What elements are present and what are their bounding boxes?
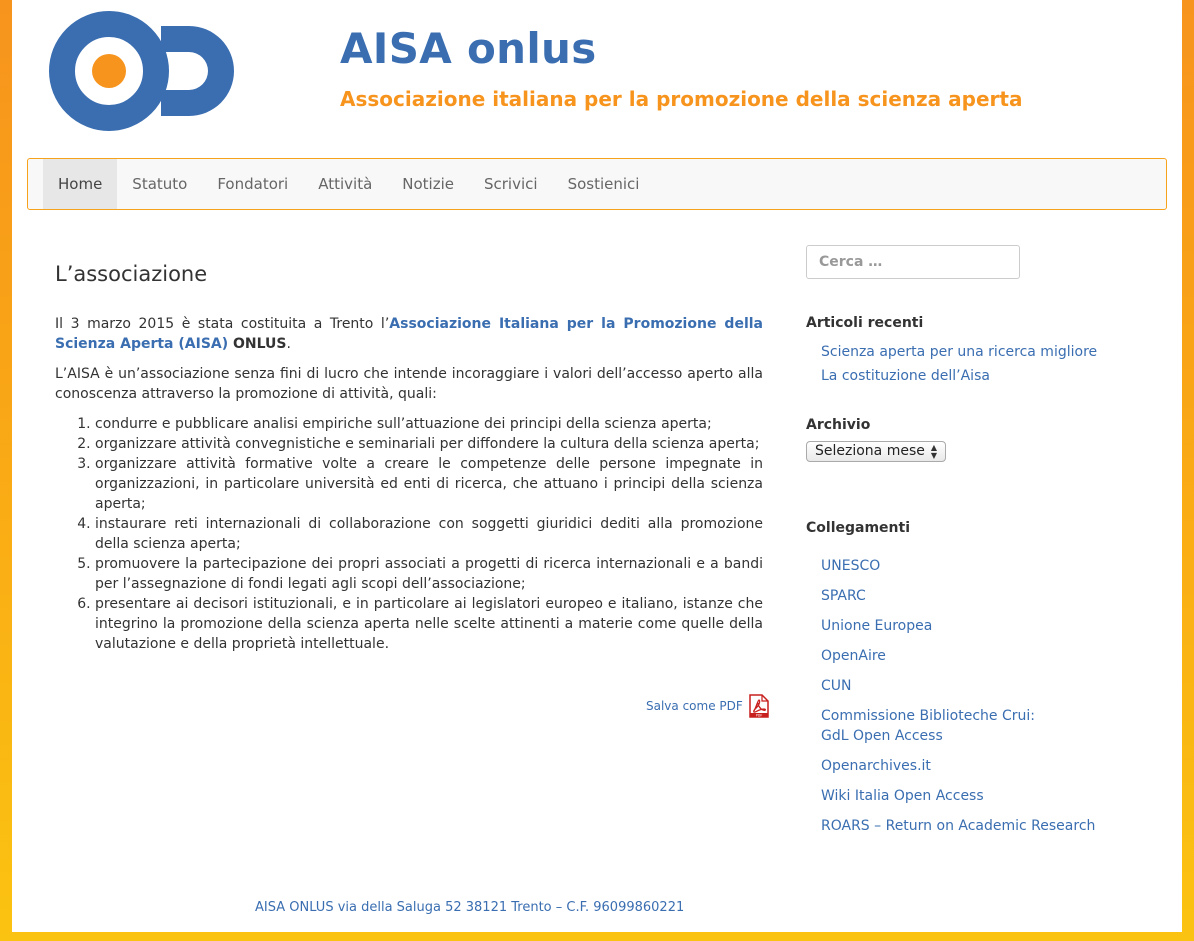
onlus-bold: ONLUS xyxy=(228,336,287,352)
recent-posts-list xyxy=(806,340,1097,388)
list-item: 2. organizzare attività convegnistiche e seminariali per diffondere la cultura della scienza aperta; xyxy=(95,434,763,454)
article-title: L’associazione xyxy=(55,262,208,286)
archive-title: Archivio xyxy=(806,417,871,433)
nav-menu xyxy=(43,159,654,209)
save-as-pdf-link[interactable] xyxy=(646,694,769,718)
recent-posts-title: Articoli recenti xyxy=(806,315,924,331)
links-title: Collegamenti xyxy=(806,520,910,536)
link-unione-europea[interactable]: Unione Europea xyxy=(821,618,933,634)
mission-paragraph: L’AISA è un’associazione senza fini di lucro che intende incoraggiare i valori dell’accesso aperto alla conoscenza attraverso la promozione di attività, quali: xyxy=(55,366,763,402)
recent-posts-widget xyxy=(806,315,1097,388)
intro-text: Il 3 marzo 2015 è stata costituita a Trento l’ xyxy=(55,316,390,332)
site-description: Associazione italiana per la promozione della scienza aperta xyxy=(340,87,1023,111)
site-title[interactable]: AISA onlus xyxy=(340,24,597,73)
list-item: 3. organizzare attività formative volte a creare le competenze delle persone impegnate in organizzazioni, in particolare università ed enti di ricerca, che attuano i principi della scienza aperta; xyxy=(95,454,763,514)
link-openaire[interactable]: OpenAire xyxy=(821,648,886,664)
site-footer: AISA ONLUS via della Saluga 52 38121 Trento – C.F. 96099860221 xyxy=(255,900,685,915)
list-item: 4. instaurare reti internazionali di collaborazione con soggetti giuridici dediti alla promozione della scienza aperta; xyxy=(95,514,763,554)
intro-paragraph xyxy=(55,314,763,354)
link-cun[interactable]: CUN xyxy=(821,678,852,694)
main-navbar xyxy=(27,158,1167,210)
archive-month-select[interactable] xyxy=(806,441,946,462)
link-roars[interactable]: ROARS – Return on Academic Research xyxy=(821,818,1096,834)
link-crui[interactable]: Commissione Biblioteche Crui: GdL Open Access xyxy=(821,708,1035,744)
article xyxy=(55,262,763,654)
aisa-logo-icon[interactable] xyxy=(49,8,243,134)
save-as-pdf-label[interactable]: Salva come PDF xyxy=(646,699,743,713)
sidebar xyxy=(806,245,1166,834)
list-item: 1. condurre e pubblicare analisi empiriche sull’attuazione dei principi della scienza aperta; xyxy=(95,414,763,434)
pdf-icon[interactable] xyxy=(749,694,769,718)
pdf-icon-text: PDF xyxy=(755,713,763,718)
links-widget xyxy=(806,520,1095,846)
aisa-link[interactable]: Associazione Italiana per la Promozione della Scienza Aperta (AISA) xyxy=(55,316,763,352)
nav-item-attivita[interactable]: Attività xyxy=(318,175,373,193)
list-item: 6. presentare ai decisori istituzionali, e in particolare ai legislatori europeo e italiano, istanze che integrino la promozione della scienza aperta nelle scelte attinenti a materie come quelle della valutazione e della proprietà intellettuale. xyxy=(95,594,763,654)
link-sparc[interactable]: SPARC xyxy=(821,588,866,604)
nav-item-home[interactable]: Home xyxy=(43,159,117,209)
select-arrows-icon: ▲ ▼ xyxy=(930,442,937,460)
link-wiki-italia[interactable]: Wiki Italia Open Access xyxy=(821,788,984,804)
list-item: 5. promuovere la partecipazione dei propri associati a progetti di ricerca internazionali e a bandi per l’assegnazione di fondi legati agli scopi dell’associazione; xyxy=(95,554,763,594)
intro-end: . xyxy=(286,336,291,352)
archive-widget xyxy=(806,417,946,462)
nav-item-fondatori[interactable]: Fondatori xyxy=(217,175,289,193)
archive-select-value: Seleziona mese xyxy=(815,443,925,459)
activities-list xyxy=(55,414,763,654)
nav-item-sostienici[interactable]: Sostienici xyxy=(567,175,640,193)
nav-item-scrivici[interactable]: Scrivici xyxy=(484,175,538,193)
page xyxy=(12,0,1182,932)
nav-item-notizie[interactable]: Notizie xyxy=(402,175,454,193)
link-unesco[interactable]: UNESCO xyxy=(821,558,881,574)
recent-post-link[interactable]: Scienza aperta per una ricerca migliore xyxy=(821,344,1098,360)
recent-post-link[interactable]: La costituzione dell’Aisa xyxy=(821,368,990,384)
nav-item-statuto[interactable]: Statuto xyxy=(132,175,188,193)
search-input[interactable] xyxy=(806,245,1020,279)
link-openarchives[interactable]: Openarchives.it xyxy=(821,758,931,774)
links-list xyxy=(806,556,1095,836)
